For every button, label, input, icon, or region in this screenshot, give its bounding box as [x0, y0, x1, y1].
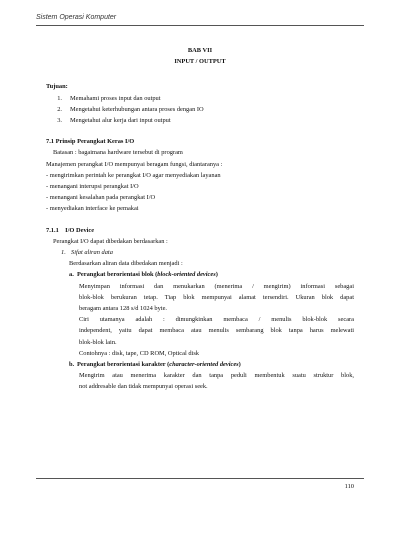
header-divider [36, 25, 364, 26]
io-device-intro: Perangkat I/O dapat dibedakan berdasarkan : [53, 237, 168, 245]
tujuan-item: 1. Memahami proses input dan output [57, 94, 161, 102]
tujuan-list [46, 93, 354, 127]
manajemen-intro: Manajemen perangkat I/O mempunyai beragam fungsi, diantaranya : [46, 160, 223, 168]
sub-section-sifat-aliran-data: 1. Sifat aliran data [61, 249, 113, 257]
block-device-description: Menyimpan informasi dan menukarkan (menerima / mengirim) informasi sebagai blok-blok berukuran tetap. Tiap blok mempunyai alamat tersendiri. Ukuran blok dapat beragam antara 128 s/d 1024 byte. Ciri utamanya adalah : dimungkinkan membaca / menulis blok-blok secara independent, yaitu dapat membaca atau menulis sembarang blok tanpa harus melewati blok-blok lain. Contohnya : disk, tape, CD ROM, Optical disk [46, 281, 354, 359]
block-device-heading: a. Perangkat berorientasi blok (block-oriented devices) [69, 271, 218, 279]
page-number: 110 [344, 483, 354, 490]
section-7-1-heading: 7.1 Prinsip Perangkat Keras I/O [46, 138, 135, 146]
chapter-title: INPUT / OUTPUT [174, 58, 226, 66]
chapter-number: BAB VII [187, 47, 213, 54]
document-body [46, 45, 354, 393]
tujuan-item: 3. Mengetahui alur kerja dari input output [57, 117, 171, 125]
character-device-description: Mengirim atau menerima karakter dan tanpa peduli membentuk suatu struktur blok, not addresable dan tidak mempunyai operasi seek. [79, 372, 354, 391]
fungsi-item: - menangani kesalahan pada perangkat I/O [46, 194, 156, 202]
block-device-example: Contohnya : disk, tape, CD ROM, Optical disk [79, 349, 199, 357]
fungsi-item: - menyediakan interface ke pemakai [46, 205, 139, 213]
character-device-heading: b. Perangkat berorientasi karakter (character-oriented devices) [69, 361, 241, 369]
fungsi-item: - menangani interupsi perangkat I/O [46, 183, 139, 191]
fungsi-item: - mengirimkan perintah ke perangkat I/O agar menyediakan layanan [46, 171, 221, 179]
section-7-1-1-heading: 7.1.1 I/O Device [46, 226, 95, 234]
running-header: Sistem Operasi Komputer [36, 14, 117, 21]
batasan-text: Batasan : bagaimana hardware tersebut di program [53, 149, 183, 157]
footer-divider [36, 478, 364, 479]
tujuan-item: 2. Mengetahui keterhubungan antara proses dengan IO [57, 105, 204, 113]
aliran-data-intro: Berdasarkan aliran data dibedakan menjadi : [69, 260, 183, 268]
tujuan-heading: Tujuan: [46, 83, 68, 91]
